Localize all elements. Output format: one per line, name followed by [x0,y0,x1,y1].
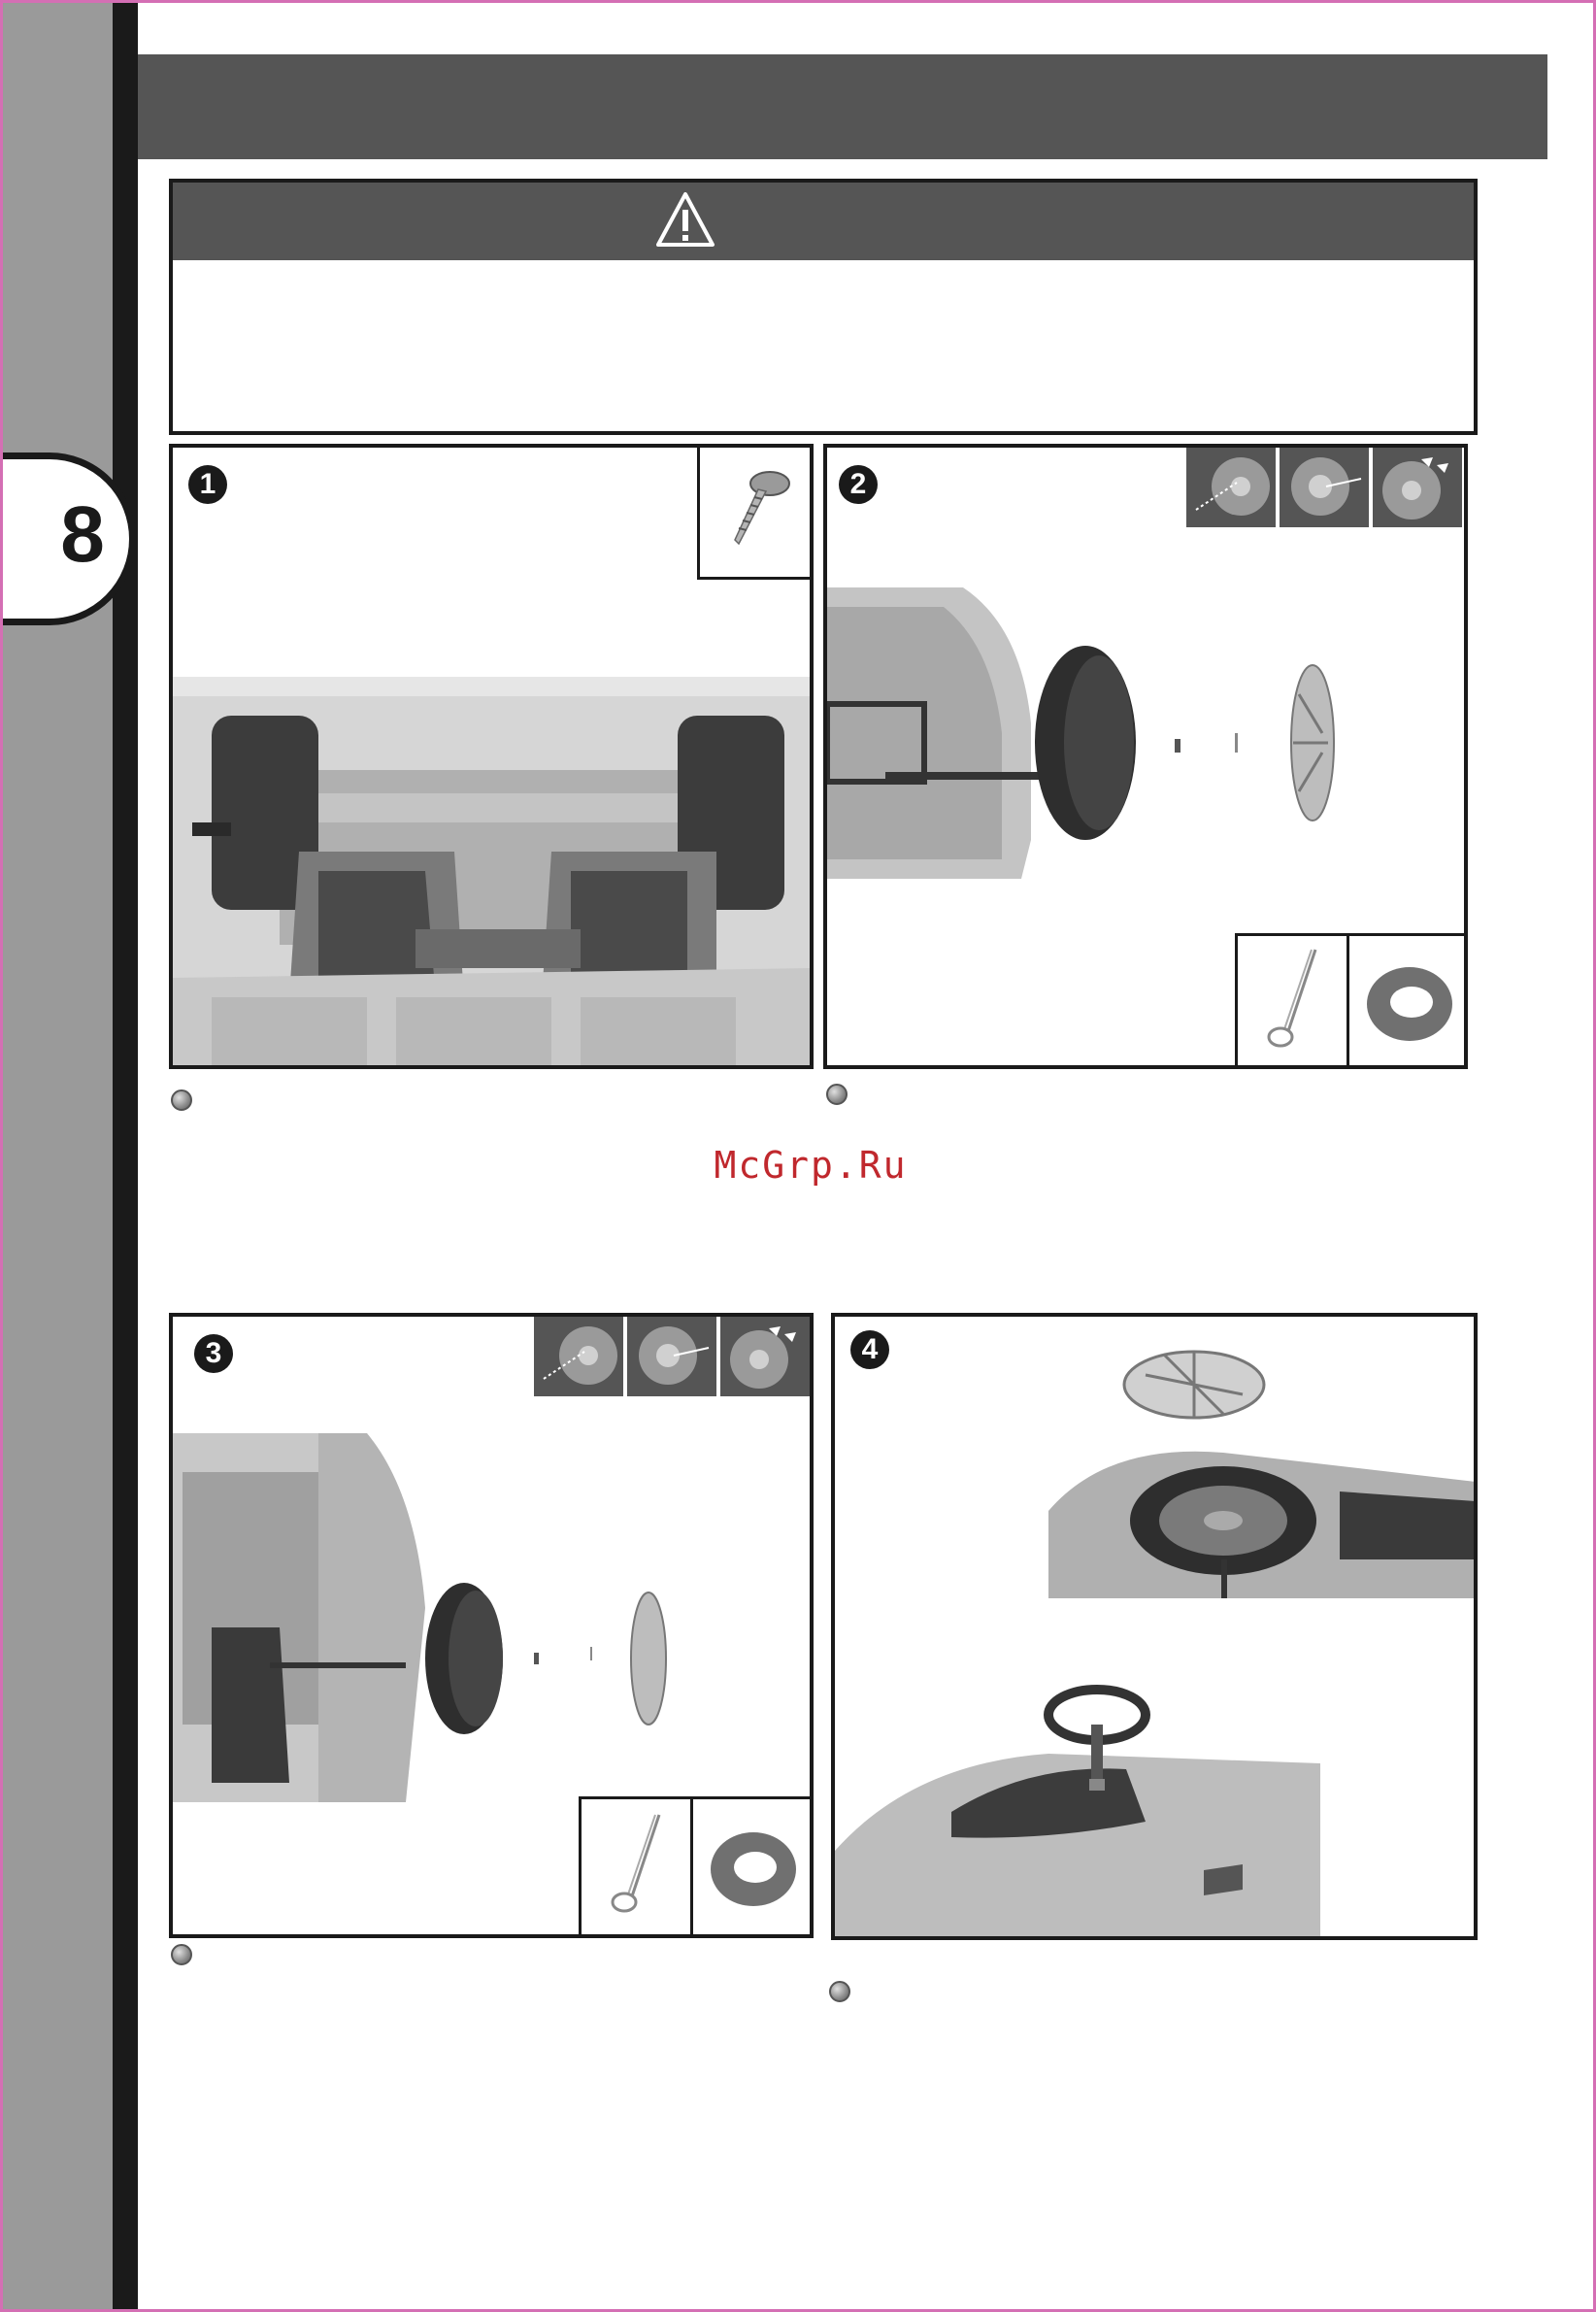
cotter-pin-icon [601,1811,679,1918]
washer-icon [705,1821,802,1918]
step-1-panel [169,444,814,1069]
screw-icon [719,460,797,557]
step-2-thumb-2 [1280,448,1369,527]
cotter-pin-inset [579,1796,693,1938]
warning-header [173,183,1474,260]
step-2-bullet [826,1084,848,1105]
step-2-panel [823,444,1468,1069]
cotter-pin-icon [1257,946,1335,1053]
step-4-illustration-top [1048,1336,1476,1598]
step-3-thumb-3 [720,1317,810,1396]
sidebar-gray-strip [3,3,113,2309]
step-4-illustration-bottom [835,1647,1340,1938]
step-3-bullet [171,1944,192,1965]
step-3-number: 3 [194,1334,233,1373]
warning-box [169,179,1478,435]
step-4-number: 4 [850,1330,889,1369]
section-header-bar [138,54,1547,159]
washer-inset [1347,933,1468,1069]
step-3-thumb-1 [534,1317,623,1396]
step-1-bullet [171,1089,192,1111]
step-1-number: 1 [188,465,227,504]
screw-inset [697,444,814,580]
washer-inset [690,1796,814,1938]
cotter-pin-inset [1235,933,1349,1069]
warning-triangle-icon [654,190,716,249]
step-2-number: 2 [839,465,878,504]
page-number: 8 [60,490,105,579]
step-2-thumb-1 [1186,448,1276,527]
washer-icon [1361,955,1458,1053]
step-3-illustration [173,1433,810,1822]
step-2-thumb-3 [1373,448,1462,527]
step-3-thumb-2 [627,1317,716,1396]
watermark: McGrp.Ru [714,1144,908,1187]
step-1-illustration [173,677,810,1069]
step-4-bullet [829,1981,850,2002]
sidebar-black-strip [113,3,138,2309]
step-4-panel [831,1313,1478,1940]
step-3-panel [169,1313,814,1938]
